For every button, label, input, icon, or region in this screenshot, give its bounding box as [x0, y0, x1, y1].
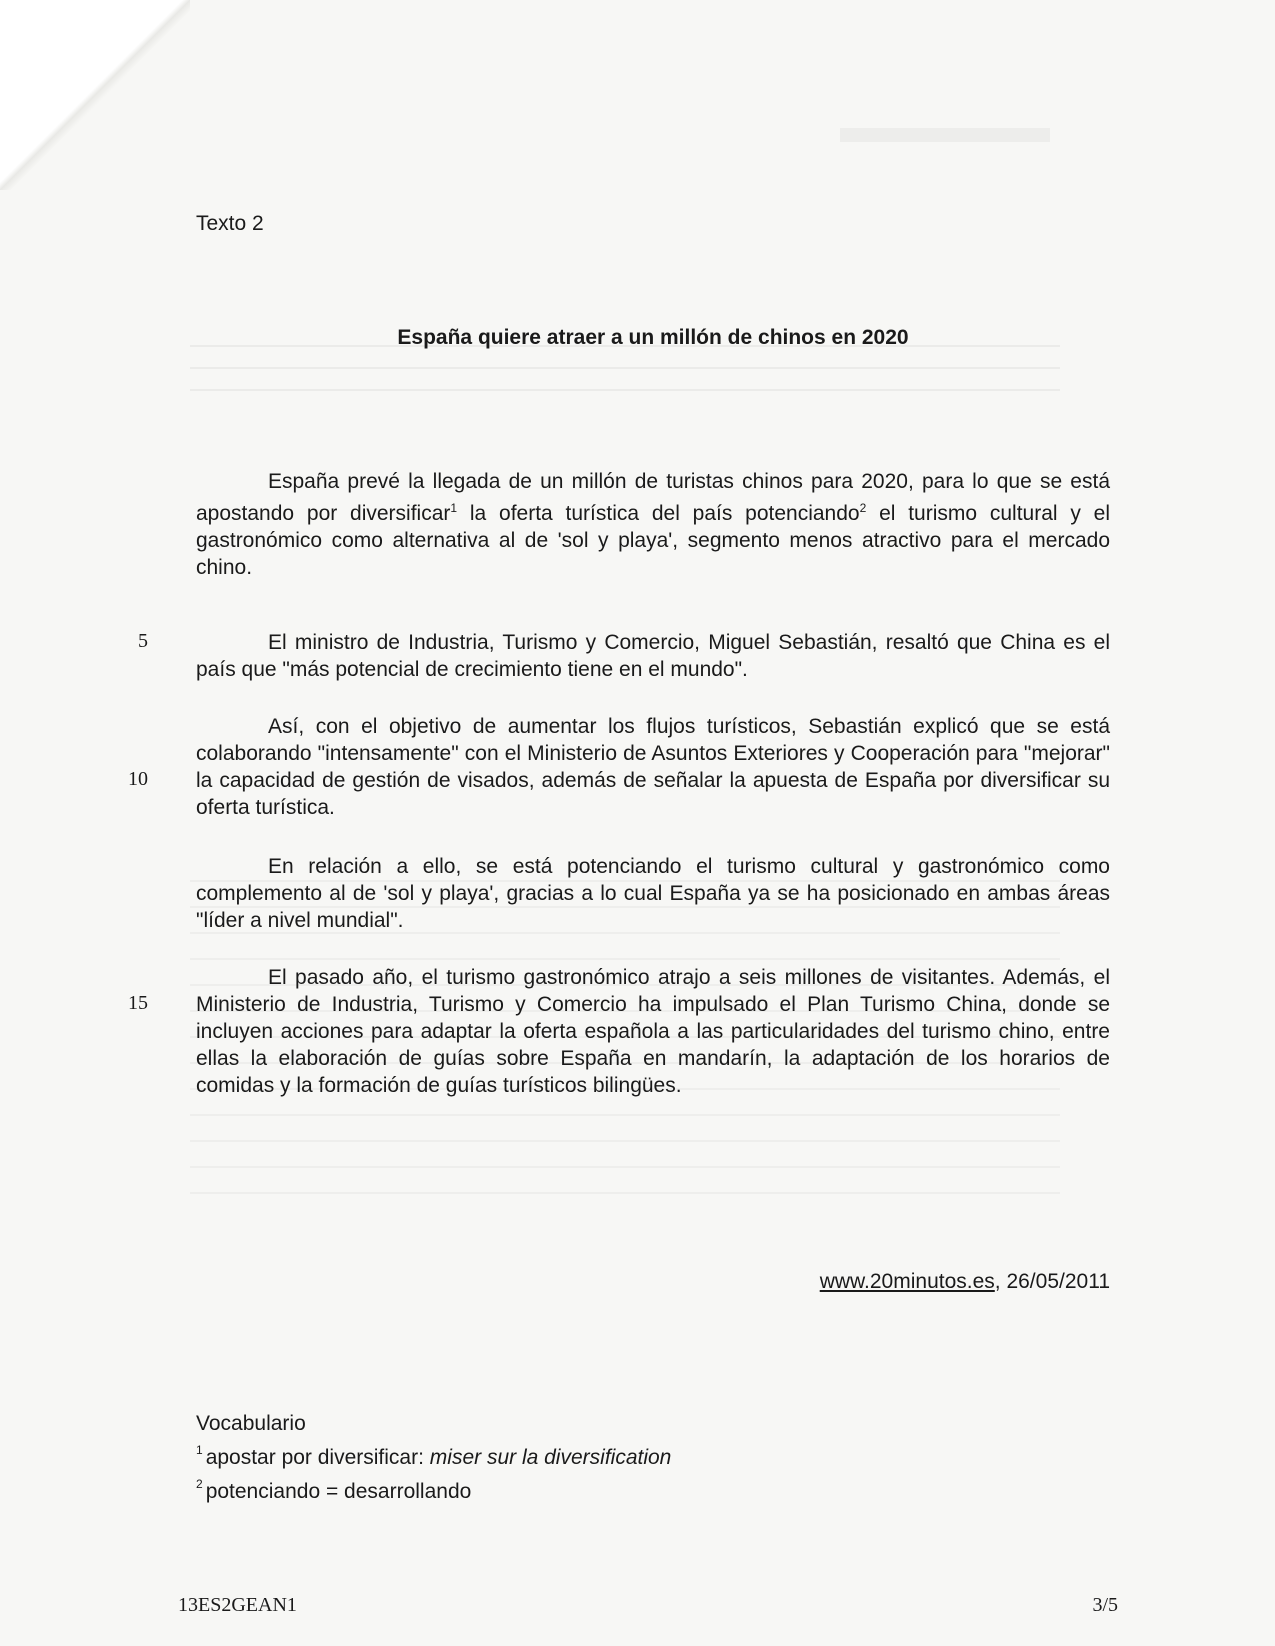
vocabulary-entry: $^2$ potenciando = desarrollando [196, 1477, 472, 1503]
paragraph-3: Así, con el objetivo de aumentar los flujos turísticos, Sebastián explicó que se está colaborando "intensamente" con el Ministerio de Asuntos Exteriores y Cooperación para "mejorar" la capacidad de gestión de visados, además de señalar la apuesta de España por diversificar su oferta turística. [196, 715, 1110, 819]
paragraph-1: España prevé la llegada de un millón de turistas chinos para 2020, para lo que se está apostando por diversificar$^1$ la oferta turística del país potenciando$^2$ el turismo cultural y el gastronómico como alternativa al de 'sol y playa', segmento menos atractivo para el mercado chino. [196, 470, 1110, 579]
article-title: España quiere atraer a un millón de chinos en 2020 [397, 326, 909, 349]
page-number: 3/5 [1092, 1594, 1118, 1616]
line-number: 15 [128, 992, 148, 1014]
paragraph-4: En relación a ello, se está potenciando el turismo cultural y gastronómico como complemento al de 'sol y playa', gracias a lo cual España ya se ha posicionado en ambas áreas "líder a nivel mundial". [196, 855, 1110, 932]
paragraph-2: El ministro de Industria, Turismo y Comercio, Miguel Sebastián, resaltó que China es el país que "más potencial de crecimiento tiene en el mundo". [196, 631, 1110, 681]
source-citation [820, 1270, 1110, 1294]
paragraph-5: El pasado año, el turismo gastronómico atrajo a seis millones de visitantes. Además, el Ministerio de Industria, Turismo y Comercio ha impulsado el Plan Turismo China, donde se incluyen acciones para adaptar la oferta española a las particularidades del turismo chino, entre ellas la elaboración de guías sobre España en mandarín, la adaptación de los horarios de comidas y la formación de guías turísticos bilingües. [196, 966, 1110, 1097]
vocabulary-heading: Vocabulario [196, 1412, 306, 1435]
bleed-through-mark [840, 128, 1050, 142]
vocabulary-section [196, 1410, 671, 1505]
exam-code: 13ES2GEAN1 [178, 1594, 297, 1616]
vocabulary-entry: $^1$ apostar por diversificar: miser sur la diversification [196, 1443, 672, 1469]
source-link[interactable]: www.20minutos.es [819, 1270, 995, 1293]
line-number: 5 [138, 630, 148, 652]
source-date: , 26/05/2011 [994, 1270, 1110, 1293]
folded-corner [0, 0, 190, 190]
text-label: Texto 2 [196, 212, 264, 235]
line-number: 10 [128, 768, 148, 790]
bleed-through-lines [190, 345, 1060, 405]
